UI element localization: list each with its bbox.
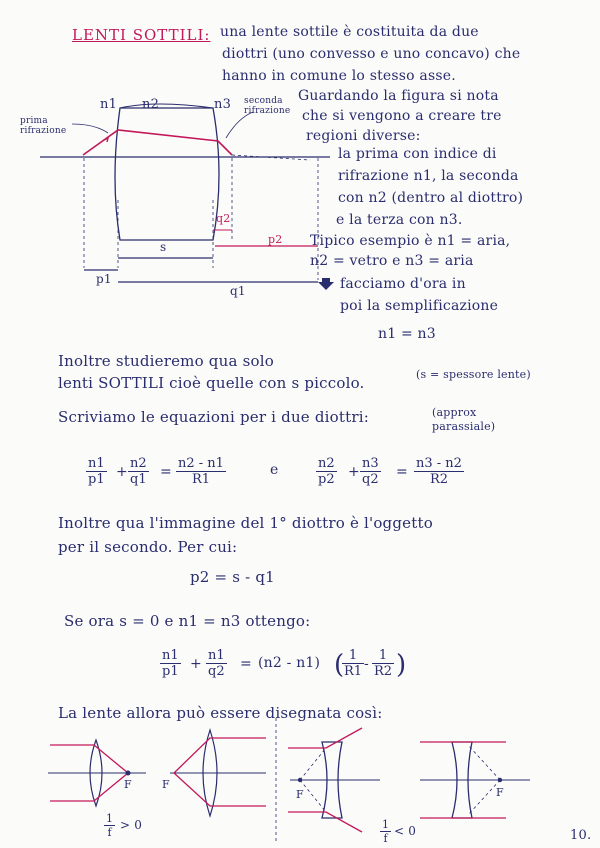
converging-lens-1: [48, 740, 146, 806]
final-paren-open: (: [334, 650, 345, 680]
p2-equation: p2 = s - q1: [190, 568, 275, 586]
final-frac-a-den: p1: [162, 664, 179, 679]
eq1-frac-a-den: p1: [88, 472, 105, 487]
label-p2: p2: [268, 233, 283, 246]
n1-equals-n3: n1 = n3: [378, 326, 436, 342]
focus-point-4: [498, 778, 502, 782]
final-minus: -: [364, 656, 369, 672]
eq2-frac-c-num: n3 - n2: [416, 456, 462, 471]
eq2-plus: +: [348, 464, 360, 480]
virtual-ray-3-top: [300, 748, 326, 780]
negative-note-num: 1: [382, 818, 389, 831]
positive-note-num: 1: [106, 812, 113, 825]
approx-note: (approx parassiale): [432, 406, 496, 433]
label-p1: p1: [96, 272, 112, 286]
image-line-1: Inoltre qua l'immagine del 1° diottro è l'oggetto: [58, 514, 433, 532]
final-plus: +: [190, 656, 202, 672]
intro-line-4: Guardando la figura si nota: [298, 88, 499, 104]
negative-note-frac: [380, 818, 391, 845]
intro-line-5: che si vengono a creare tre: [302, 108, 502, 124]
thin-line-2: lenti SOTTILI cioè quelle con s piccolo.: [58, 374, 365, 392]
focus-point-1: [126, 771, 131, 776]
eq1-frac-b-den: q1: [130, 472, 147, 487]
final-paren-close: ): [396, 650, 407, 680]
label-n2: n2: [142, 97, 160, 112]
positive-note-rel: > 0: [120, 818, 143, 832]
final-middle: (n2 - n1): [258, 655, 321, 671]
intro-line-6: regioni diverse:: [306, 128, 421, 144]
ray-2-bottom: [174, 773, 266, 806]
final-frac-a-num: n1: [162, 648, 179, 663]
positive-note-frac: [104, 812, 115, 839]
regions-line-1: la prima con indice di: [338, 146, 497, 162]
page-number: 10.: [570, 828, 592, 843]
se-ora-line: Se ora s = 0 e n1 = n3 ottengo:: [64, 612, 311, 630]
label-seconda-rifrazione: seconda rifrazione: [244, 96, 291, 116]
regions-line-3: con n2 (dentro al diottro): [338, 190, 524, 206]
eq-and: e: [270, 462, 279, 478]
final-frac-r2-num: 1: [372, 648, 394, 664]
eq2-frac-b-num: n3: [362, 456, 379, 471]
eq1-frac-c-num: n2 - n1: [178, 456, 224, 471]
intro-line-1: una lente sottile è costituita da due: [220, 24, 479, 40]
ray-1-bottom: [50, 773, 128, 801]
eq1-plus: +: [116, 464, 128, 480]
final-frac-r1-den: R1: [344, 664, 363, 679]
final-equals: =: [240, 656, 252, 672]
eq2-frac-c-den: R2: [429, 472, 448, 487]
virtual-ray-4-top: [468, 745, 500, 780]
eq2-equals: =: [396, 464, 408, 480]
eq1-frac-c-den: R1: [191, 472, 210, 487]
eq1-frac-b-num: n2: [130, 456, 147, 471]
thin-note: (s = spessore lente): [416, 368, 531, 381]
final-frac-b-den: q2: [208, 664, 225, 679]
intro-line-2: diottri (uno convesso e uno concavo) che: [222, 46, 521, 62]
label-s: s: [160, 240, 167, 254]
label-prima-rifrazione: prima rifrazione: [20, 116, 67, 136]
diverging-lens-2: [420, 742, 530, 818]
label-q1: q1: [230, 284, 246, 298]
final-frac-r2-den: R2: [374, 664, 393, 679]
focus-label-2: F: [162, 778, 170, 791]
regions-line-4: e la terza con n3.: [336, 212, 463, 228]
page-title: LENTI SOTTILI:: [72, 26, 211, 44]
regions-line-5: Tipico esempio è n1 = aria,: [310, 233, 511, 249]
ray-2-top: [174, 738, 266, 773]
eq1-equals: =: [160, 464, 172, 480]
focus-label-3: F: [296, 788, 304, 801]
eq1-frac-a-num: n1: [88, 456, 105, 471]
label-q2: q2: [216, 212, 231, 225]
eq2-frac-b-den: q2: [362, 472, 379, 487]
negative-note-den: f: [383, 832, 388, 845]
ray-3-bottom: [288, 812, 362, 832]
diverging-lens-1: [288, 728, 380, 832]
eq2-frac-a-num: n2: [318, 456, 335, 471]
intro-line-3: hanno in comune lo stesso asse.: [222, 68, 456, 84]
equations-intro: Scriviamo le equazioni per i due diottri:: [58, 408, 369, 426]
ray-1-top: [50, 745, 128, 773]
eq2-frac-a-den: p2: [318, 472, 335, 487]
regions-line-2: rifrazione n1, la seconda: [338, 168, 519, 184]
ray-3-top: [288, 728, 362, 748]
thin-line-1: Inoltre studieremo qua solo: [58, 352, 274, 370]
final-frac-r1-num: 1: [342, 648, 364, 664]
label-n1: n1: [100, 97, 118, 112]
draw-line: La lente allora può essere disegnata così:: [58, 704, 383, 722]
final-frac-b-num: n1: [208, 648, 225, 663]
simplify-line-2: poi la semplificazione: [340, 298, 499, 314]
negative-note-rel: < 0: [394, 824, 417, 838]
regions-line-6: n2 = vetro e n3 = aria: [310, 253, 474, 269]
label-n3: n3: [214, 97, 232, 112]
focus-label-4: F: [496, 786, 504, 799]
focus-point-3: [298, 778, 302, 782]
image-line-2: per il secondo. Per cui:: [58, 538, 238, 556]
focus-label-1: F: [124, 778, 132, 791]
converging-lens-2: [170, 730, 266, 816]
simplify-line-1: facciamo d'ora in: [340, 276, 466, 292]
positive-note-den: f: [107, 826, 112, 839]
